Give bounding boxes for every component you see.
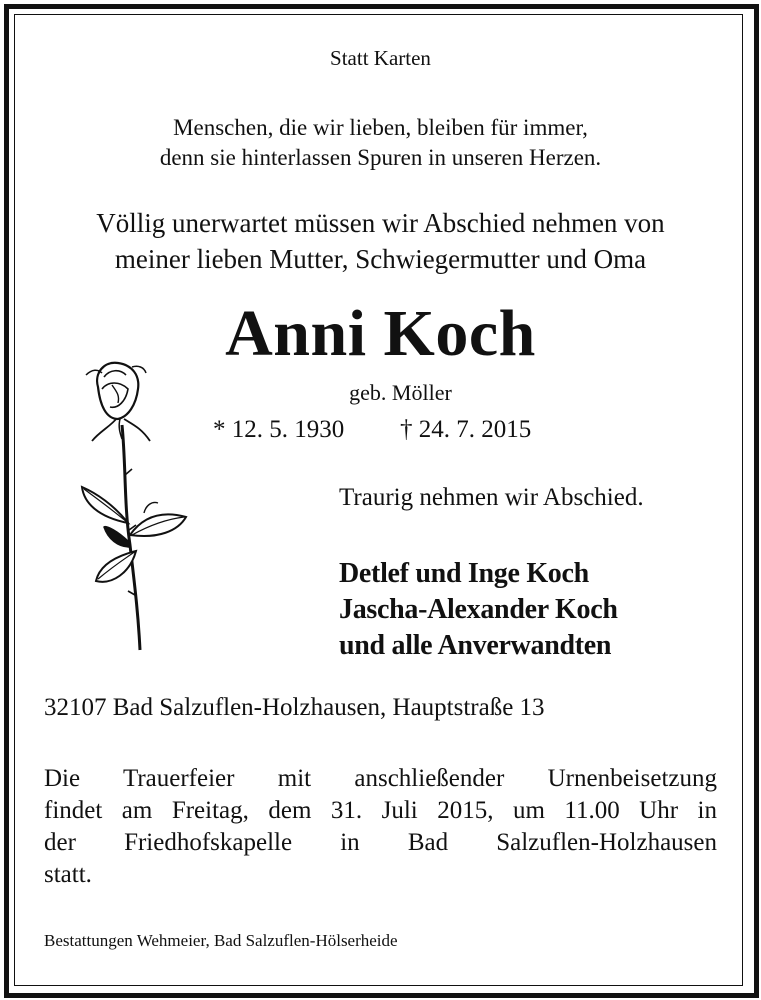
funeral-line-2: findet am Freitag, dem 31. Juli 2015, um 11.00 Uhr in [44,797,717,824]
poem [0,113,761,173]
deceased-name: Anni Koch [225,297,536,370]
funeral-line-3: der Friedhofskapelle in Bad Salzuflen-Holzhausen [44,829,717,856]
poem-line-1: Menschen, die wir lieben, bleiben für immer, [173,115,588,140]
funeral-details [44,763,717,891]
address: 32107 Bad Salzuflen-Holzhausen, Hauptstraße 13 [44,694,545,721]
intro-text [0,205,761,277]
undertaker: Bestattungen Wehmeier, Bad Salzuflen-Hölserheide [44,931,398,950]
death-date: † 24. 7. 2015 [400,416,532,443]
mourning-statement: Traurig nehmen wir Abschied. [339,484,644,511]
intro-line-2: meiner lieben Mutter, Schwiegermutter und Oma [114,244,647,274]
rose-icon [74,355,194,655]
family-line-2: Jascha-Alexander Koch [339,594,618,625]
maiden-name: geb. Möller [349,380,452,405]
family-line-1: Detlef und Inge Koch [339,558,589,589]
birth-date: * 12. 5. 1930 [213,416,345,443]
poem-line-2: denn sie hinterlassen Spuren in unseren Herzen. [159,145,602,170]
funeral-line-1: Die Trauerfeier mit anschließender Urnenbeisetzung [44,765,717,792]
intro-line-1: Völlig unerwartet müssen wir Abschied nehmen von [96,208,665,238]
funeral-line-4: statt. [44,861,92,888]
family-line-3: und alle Anverwandten [339,630,612,661]
family-signatures [339,556,618,664]
statt-karten: Statt Karten [330,46,431,70]
